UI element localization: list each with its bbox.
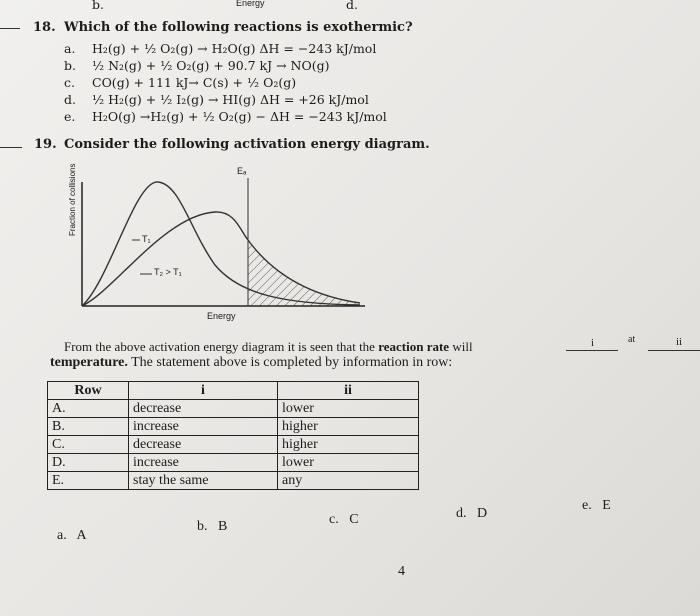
table-row (48, 436, 419, 454)
row-label: E. (48, 472, 129, 490)
choice-d[interactable] (456, 506, 487, 522)
q18-text: Which of the following reactions is exothermic? (64, 20, 413, 35)
diagram-ylabel: Fraction of collisions (68, 163, 77, 236)
table-header-row (48, 382, 419, 400)
page-number: 4 (398, 564, 405, 579)
row-ii-value: any (278, 472, 419, 490)
choice-b-value: B (218, 519, 228, 534)
curve-t2 (82, 212, 360, 306)
table-row (48, 418, 419, 436)
row-i-value: decrease (129, 400, 278, 418)
blank-i: i (591, 337, 595, 349)
header-energy-label: Energy (236, 0, 265, 8)
choice-e[interactable] (582, 498, 611, 514)
q18-option-a-letter: a. (64, 41, 76, 56)
q18-option-d-letter: d. (64, 92, 76, 107)
q19-text: Consider the following activation energy diagram. (64, 137, 430, 152)
choice-e-letter: e. (582, 498, 592, 513)
statement-line2-text: The statement above is completed by information in row: (131, 355, 453, 370)
row-label: C. (48, 436, 129, 454)
blank-ii-line (648, 350, 700, 351)
q18-option-d: ½ H₂(g) + ½ I₂(g) → HI(g) ΔH = +26 kJ/mol (92, 92, 369, 107)
row-ii-value: higher (278, 436, 419, 454)
statement-at: at (628, 334, 636, 345)
row-i-value: decrease (129, 436, 278, 454)
header-row: Row (48, 382, 129, 400)
choice-c[interactable] (329, 512, 359, 528)
blank-ii: ii (676, 336, 683, 348)
curve-t1 (82, 182, 360, 306)
row-i-value: stay the same (129, 472, 278, 490)
choice-a-letter: a. (57, 528, 67, 543)
table-row (48, 400, 419, 418)
blank-i-line (566, 350, 618, 351)
row-label: B. (48, 418, 129, 436)
header-b-label: b. (92, 0, 104, 12)
statement-text: From the above activation energy diagram it is seen that the (64, 339, 375, 354)
diagram-t1-label: T₁ (142, 234, 151, 244)
row-label: A. (48, 400, 129, 418)
table-row (48, 472, 419, 490)
q19-number: 19. (34, 137, 57, 152)
answer-table (47, 381, 419, 490)
row-label: D. (48, 454, 129, 472)
table-row (48, 454, 419, 472)
choice-c-value: C (349, 512, 359, 527)
q18-option-e-letter: e. (64, 109, 76, 124)
row-ii-value: higher (278, 418, 419, 436)
q18-option-b: ½ N₂(g) + ½ O₂(g) + 90.7 kJ → NO(g) (92, 58, 330, 73)
header-d-label: d. (346, 0, 358, 12)
statement-line1 (64, 339, 473, 355)
choice-b[interactable] (197, 519, 227, 535)
row-ii-value: lower (278, 454, 419, 472)
row-i-value: increase (129, 454, 278, 472)
choice-b-letter: b. (197, 519, 208, 534)
statement-line2 (50, 355, 452, 371)
q18-option-e: H₂O(g) →H₂(g) + ½ O₂(g) − ΔH = −243 kJ/mol (92, 109, 387, 124)
activation-energy-diagram (40, 160, 380, 325)
choice-e-value: E (602, 498, 611, 513)
q18-option-c-letter: c. (64, 75, 75, 90)
q18-option-b-letter: b. (64, 58, 76, 73)
header-i: i (129, 382, 278, 400)
choice-a-value: A (76, 528, 87, 543)
statement-bold: reaction rate (378, 339, 450, 354)
statement-temperature: temperature. (50, 355, 128, 370)
diagram-xlabel: Energy (207, 311, 236, 321)
diagram-t2-label: T₂ > T₁ (154, 267, 182, 277)
margin-blank-19 (0, 147, 22, 148)
choice-d-letter: d. (456, 506, 467, 521)
statement-will: will (452, 339, 473, 354)
q18-option-c: CO(g) + 111 kJ→ C(s) + ½ O₂(g) (92, 75, 297, 90)
choice-a[interactable] (57, 528, 87, 544)
margin-blank-18 (0, 28, 20, 29)
q18-number: 18. (33, 20, 56, 35)
q18-option-a: H₂(g) + ½ O₂(g) → H₂O(g) ΔH = −243 kJ/mol (92, 41, 377, 56)
choice-c-letter: c. (329, 512, 339, 527)
header-ii: ii (278, 382, 419, 400)
choice-d-value: D (477, 506, 488, 521)
row-i-value: increase (129, 418, 278, 436)
diagram-ea-label: Eₐ (237, 166, 247, 176)
hatched-area (248, 240, 360, 306)
row-ii-value: lower (278, 400, 419, 418)
